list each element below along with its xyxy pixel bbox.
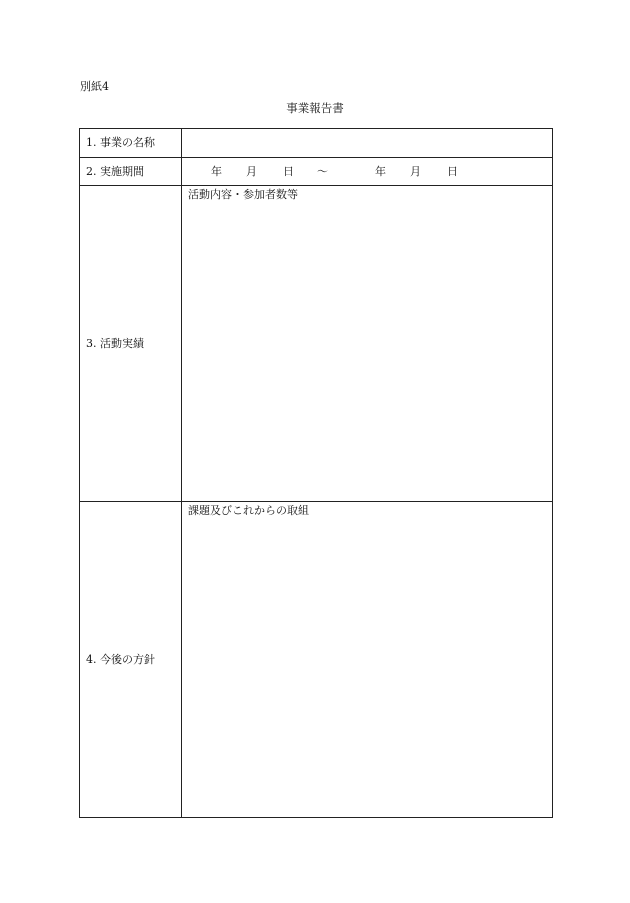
end-day-unit: 日 [447, 165, 458, 179]
end-year-unit: 年 [375, 165, 386, 179]
future-policy-input[interactable] [188, 522, 546, 812]
business-name-field[interactable] [182, 129, 553, 158]
activities-input[interactable] [188, 206, 546, 496]
period-label: 2. 実施期間 [80, 158, 182, 186]
start-year-unit: 年 [211, 165, 222, 179]
period-row [80, 158, 553, 186]
document-title: 事業報告書 [286, 101, 344, 115]
start-month-unit: 月 [246, 165, 257, 179]
future-policy-label: 4. 今後の方針 [80, 502, 182, 818]
activities-row [80, 186, 553, 502]
activities-cell [182, 186, 553, 502]
future-policy-hint: 課題及びこれからの取組 [188, 504, 309, 518]
start-day-unit: 日 [283, 165, 294, 179]
period-field[interactable] [182, 158, 553, 186]
attachment-label: 別紙4 [80, 80, 109, 93]
future-policy-cell [182, 502, 553, 818]
future-policy-row [80, 502, 553, 818]
period-separator: ～ [317, 165, 328, 179]
activities-hint: 活動内容・参加者数等 [188, 188, 298, 202]
end-month-unit: 月 [410, 165, 421, 179]
business-name-row [80, 129, 553, 158]
business-name-label: 1. 事業の名称 [80, 129, 182, 158]
activities-label: 3. 活動実績 [80, 186, 182, 502]
report-form-table [79, 128, 553, 818]
